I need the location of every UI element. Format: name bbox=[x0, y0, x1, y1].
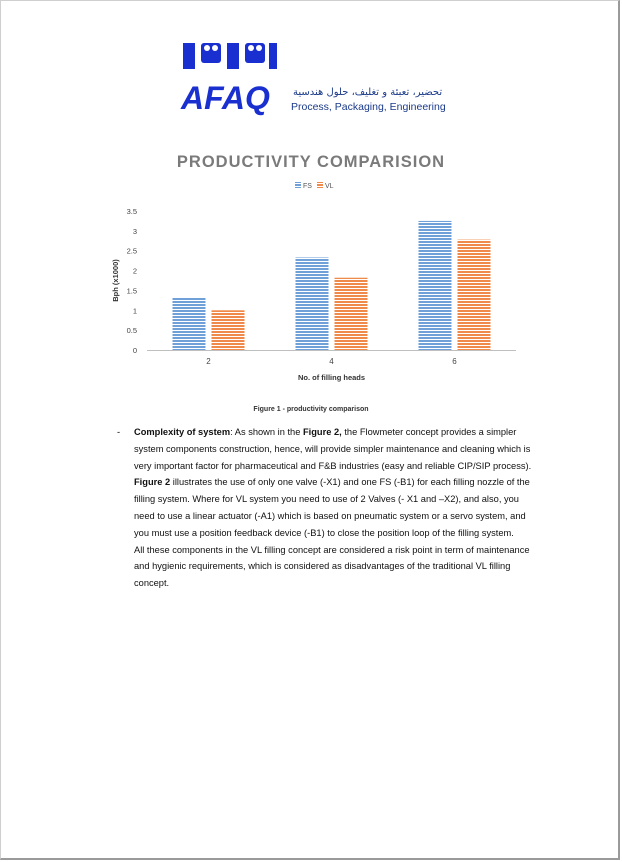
arabic-tagline: تحضير، تعبئة و تغليف، حلول هندسية bbox=[293, 87, 443, 98]
y-tick-label: 0.5 bbox=[126, 326, 137, 336]
bar-fs-4 bbox=[296, 257, 329, 350]
y-tick-label: 1.5 bbox=[126, 286, 137, 296]
bar-vl-2 bbox=[212, 310, 245, 350]
paragraph-risks: All these components in the VL filling concept are considered a risk point in term of maintenance and hygienic requirements, which is considered as disadvantages of the traditional VL filling concept. bbox=[134, 544, 530, 589]
y-tick-label: 3 bbox=[132, 226, 137, 236]
bar-fs-2 bbox=[173, 298, 206, 350]
chart-title: PRODUCTIVITY COMPARISION bbox=[176, 153, 446, 171]
legend-label-vl: VL bbox=[325, 183, 334, 190]
y-tick-label: 3.5 bbox=[126, 207, 137, 216]
english-tagline: Process, Packaging, Engineering bbox=[291, 101, 446, 113]
legend-swatch-fs bbox=[295, 182, 301, 188]
body-text bbox=[134, 424, 534, 592]
bar-vl-4 bbox=[335, 278, 368, 350]
paragraph-figure2: Figure 2 illustrates the use of only one valve (-X1) and one FS (-B1) for each filling nozzle of the filling system. Where for VL system you need to use of 2 Valves (- X1 and –X2), and also, you need to use a linear actuator (-A1) which is based on pneumatic system or a servo system, and you must use a position feedback device (-B1) to close the position loop of the filling system. bbox=[134, 477, 530, 538]
list-bullet: - bbox=[117, 427, 121, 437]
paragraph-complexity: Complexity of system: As shown in the Figure 2, the Flowmeter concept provides a simpler system components construction, hence, will provide simpler maintenance and cleaning which is very important factor for pharmaceutical and F&B industries (easy and reliable CIP/SIP process). bbox=[134, 427, 532, 471]
y-axis-label: Bph (x1000) bbox=[111, 259, 120, 302]
legend-swatch-vl bbox=[317, 182, 323, 188]
x-tick-label: 2 bbox=[206, 357, 211, 366]
bar-fs-6 bbox=[419, 221, 452, 350]
logo-wordmark: AFAQ bbox=[181, 80, 270, 116]
x-tick-label: 6 bbox=[452, 357, 457, 366]
x-axis-label: No. of filling heads bbox=[297, 373, 366, 382]
y-tick-label: 2 bbox=[132, 266, 137, 276]
x-tick-label: 4 bbox=[329, 357, 334, 366]
productivity-chart bbox=[1, 1, 621, 401]
bar-vl-6 bbox=[458, 240, 491, 350]
y-tick-label: 2.5 bbox=[126, 246, 137, 256]
y-tick-label: 0 bbox=[132, 346, 137, 355]
legend-label-fs: FS bbox=[303, 183, 312, 190]
y-tick-label: 1 bbox=[132, 306, 137, 316]
figure-caption: Figure 1 - productivity comparison bbox=[253, 406, 369, 413]
